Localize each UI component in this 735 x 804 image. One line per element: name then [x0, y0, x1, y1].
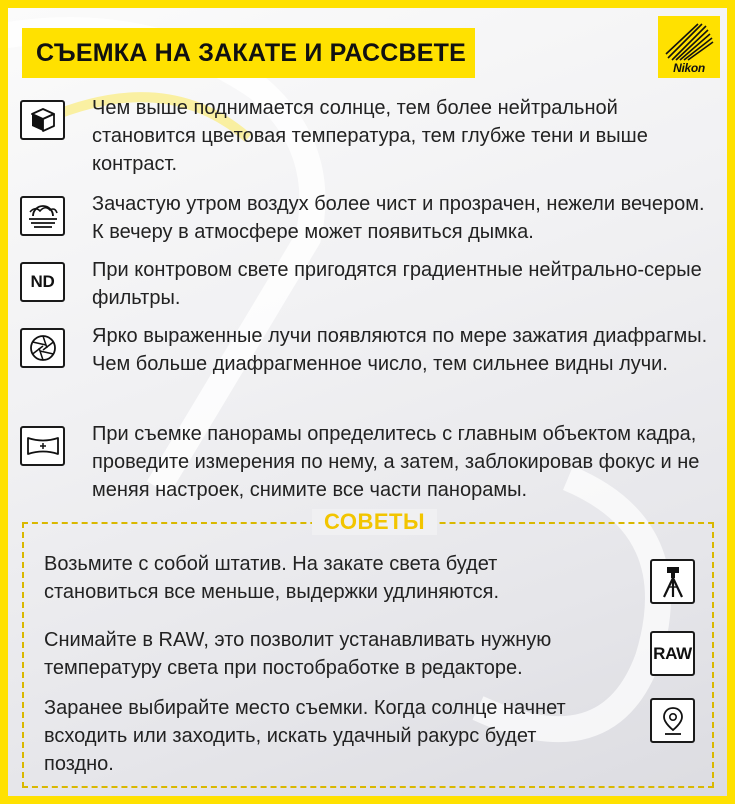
advice-title: СОВЕТЫ [312, 509, 437, 535]
tip-icon-box [20, 100, 65, 140]
tip-text: При контровом свете пригодятся градиентные нейтрально-серые фильтры. [92, 259, 702, 309]
advice-text: Возьмите с собой штатив. На закате света будет становиться все меньше, выдержки удлиняются. [44, 553, 500, 603]
tip-item [20, 190, 720, 246]
advice-item [44, 626, 704, 682]
location-pin-icon [661, 706, 685, 736]
cube-icon [30, 107, 56, 133]
page-title: СЪЕМКА НА ЗАКАТЕ И РАССВЕТЕ [36, 38, 466, 67]
tip-item [20, 420, 720, 504]
tip-text: Чем выше поднимается солнце, тем более нейтральной становится цветовая температура, тем глубже тени и выше контраст. [92, 97, 648, 175]
advice-text: Заранее выбирайте место съемки. Когда солнце начнет всходить или заходить, искать удачный ракурс будет поздно. [44, 697, 566, 775]
tip-item [20, 94, 720, 178]
tripod-icon [660, 565, 686, 599]
advice-section [22, 509, 714, 788]
advice-text: Снимайте в RAW, это позволит устанавливать нужную температуру света при постобработке в редакторе. [44, 629, 552, 679]
tip-item [20, 322, 720, 378]
title-band [22, 28, 475, 78]
tip-text: Ярко выраженные лучи появляются по мере зажатия диафрагмы. Чем больше диафрагменное число, тем сильнее видны лучи. [92, 325, 708, 375]
nd-filter-label: ND [30, 272, 55, 291]
sunrise-haze-icon [26, 202, 60, 230]
advice-icon-box [650, 698, 695, 743]
tip-text: При съемке панорамы определитесь с главным объектом кадра, проведите измерения по нему, а затем, заблокировав фокус и не меняя настроек, снимите все части панорамы. [92, 423, 700, 501]
nikon-logo [658, 16, 720, 78]
tip-icon-box [20, 196, 65, 236]
raw-label: RAW [653, 643, 692, 663]
tip-icon-box [20, 328, 65, 368]
panorama-icon [26, 435, 60, 457]
tip-icon-box [20, 426, 65, 466]
advice-item [44, 694, 704, 778]
tip-item [20, 256, 720, 312]
advice-icon-box [650, 559, 695, 604]
raw-icon [650, 631, 695, 676]
nd-filter-icon [20, 262, 65, 302]
infographic-card [8, 8, 727, 796]
advice-item [44, 550, 704, 606]
tip-text: Зачастую утром воздух более чист и прозрачен, нежели вечером. К вечеру в атмосфере может появиться дымка. [92, 193, 705, 243]
aperture-icon [29, 334, 57, 362]
nikon-logo-text: Nikon [673, 61, 705, 75]
